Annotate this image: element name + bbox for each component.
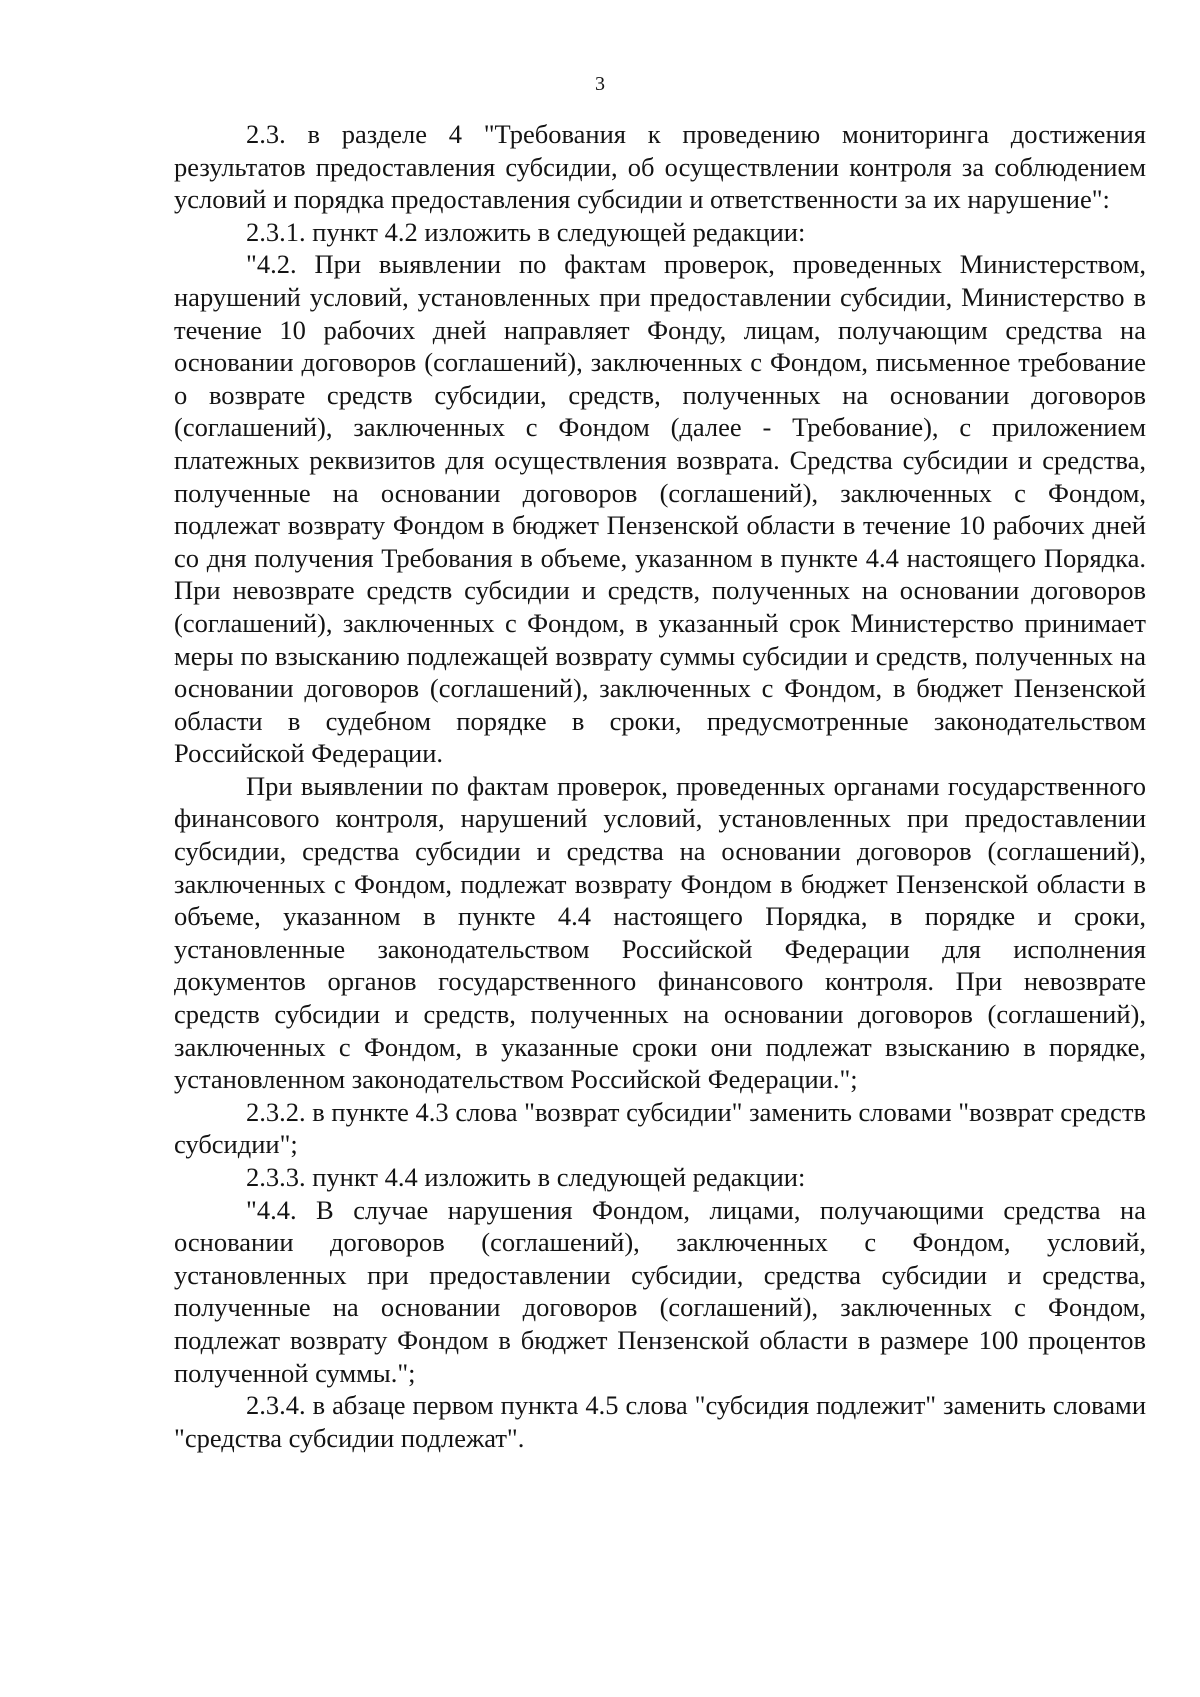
page-number: 3 [595, 73, 605, 95]
paragraph-4-4: "4.4. В случае нарушения Фондом, лицами, получающими средства на основании договоров (соглашений), заключенных с Фондом, условий, установленных при предоставлении субсидии, средства субсидии и средства, полученные на основании договоров (соглашений), заключенных с Фондом, подлежат возврату Фондом в бюджет Пензенской области в размере 100 процентов полученной суммы."; [174, 1194, 1146, 1388]
paragraph-2-3: 2.3. в разделе 4 "Требования к проведению мониторинга достижения результатов предоставления субсидии, об осуществлении контроля за соблюдением условий и порядка предоставления субсидии и ответственности за их нарушение": [174, 119, 1146, 215]
paragraph-2-3-2: 2.3.2. в пункте 4.3 слова "возврат субсидии" заменить словами "возврат средств субсидии"; [174, 1096, 1146, 1160]
paragraph-2-3-3: 2.3.3. пункт 4.4 изложить в следующей редакции: [246, 1162, 806, 1192]
document-body [174, 118, 1146, 1454]
paragraph-2-3-1: 2.3.1. пункт 4.2 изложить в следующей редакции: [246, 216, 806, 247]
paragraph-4-2: "4.2. При выявлении по фактам проверок, проведенных Министерством, нарушений условий, установленных при предоставлении субсидии, Министерство в течение 10 рабочих дней направляет Фонду, лицам, получающим средства на основании договоров (соглашений), заключенных с Фондом, письменное требование о возврате средств субсидии, средств, полученных на основании договоров (соглашений), заключенных с Фондом (далее - Требование), с приложением платежных реквизитов для осуществления возврата. Средства субсидии и средства, полученные на основании договоров (соглашений), заключенных с Фондом, подлежат возврату Фондом в бюджет Пензенской области в течение 10 рабочих дней со дня получения Требования в объеме, указанном в пункте 4.4 настоящего Порядка. При невозврате средств субсидии и средств, полученных на основании договоров (соглашений), заключенных с Фондом, в указанный срок Министерство принимает меры по взысканию подлежащей возврату суммы субсидии и средств, полученных на основании договоров (соглашений), заключенных с Фондом, в бюджет Пензенской области в судебном порядке в сроки, предусмотренные законодательством Российской Федерации. [174, 249, 1146, 769]
paragraph-4-2-second: При выявлении по фактам проверок, проведенных органами государственного финансового контроля, нарушений условий, установленных при предоставлении субсидии, средства субсидии и средства на основании договоров (соглашений), заключенных с Фондом, подлежат возврату Фондом в бюджет Пензенской области в объеме, указанном в пункте 4.4 настоящего Порядка, в порядке и сроки, установленные законодательством Российской Федерации для исполнения документов органов государственного финансового контроля. При невозврате средств субсидии и средств, полученных на основании договоров (соглашений), заключенных с Фондом, в указанные сроки они подлежат взысканию в порядке, установленном законодательством Российской Федерации."; [174, 770, 1146, 1095]
paragraph-2-3-4: 2.3.4. в абзаце первом пункта 4.5 слова "субсидия подлежит" заменить словами "средства субсидии подлежат". [174, 1390, 1146, 1453]
